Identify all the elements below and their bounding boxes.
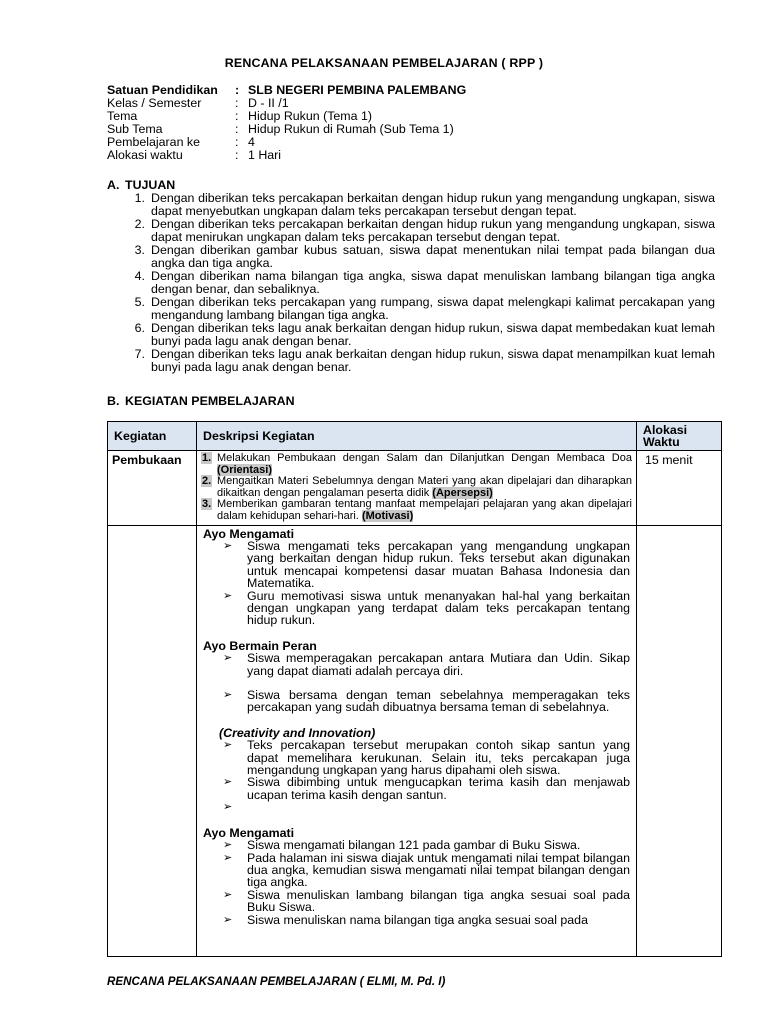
column-header: Alokasi Waktu xyxy=(637,422,722,451)
arrow-bullet-icon: ➢ xyxy=(223,887,233,901)
subsection-title: Ayo Mengamati xyxy=(203,526,295,541)
activity-list xyxy=(203,540,630,627)
list-item: ➢ Teks percakapan tersebut merupakan contoh sikap santun yang dapat memelihara kerukunan. Selain itu, teks percakapan juga mengandung ungkapan yang harus dipahami oleh siswa. xyxy=(223,738,630,778)
kegiatan-table xyxy=(107,421,722,957)
list-item xyxy=(223,801,630,813)
list-item: ➢ Guru memotivasi siswa untuk menanyakan hal-hal yang berkaitan dengan ungkapan yang terdapat dalam teks percakapan tentang hidup rukun. xyxy=(223,588,630,628)
list-item: ➢ Siswa bersama dengan teman sebelahnya memperagakan teks percakapan yang sudah dibuatnya bersama teman di sebelahnya. xyxy=(223,688,630,715)
list-item: 7. Dengan diberikan teks lagu anak berkaitan dengan hidup rukun, siswa dapat menampilkan kuat lemah bunyi pada lagu anak dengan benar. xyxy=(134,347,715,374)
kegiatan-cell xyxy=(108,525,197,956)
arrow-bullet-icon: ➢ xyxy=(223,838,233,852)
identity-value: 4 xyxy=(248,135,255,149)
identity-separator: : xyxy=(235,148,239,162)
arrow-bullet-icon: ➢ xyxy=(223,588,233,602)
list-item: 1. Dengan diberikan teks percakapan berkaitan dengan hidup rukun yang mengandung ungkapan, siswa dapat menyebutkan ungkapan dalam teks percakapan tersebut dengan tepat. xyxy=(134,191,715,218)
list-item: 1. Melakukan Pembukaan dengan Salam dan Dilanjutkan Dengan Membaca Doa (Orientasi) xyxy=(202,452,632,476)
tag-badge: (Motivasi) xyxy=(361,509,414,522)
identity-label: Pembelajaran ke xyxy=(107,135,200,149)
tujuan-list xyxy=(107,192,715,374)
activity-list xyxy=(203,739,630,813)
waktu-cell: 15 menit xyxy=(637,451,722,526)
arrow-bullet-icon: ➢ xyxy=(223,800,233,814)
list-item: 3. Memberikan gambaran tentang manfaat mempelajari pelajaran yang akan dipelajari dalam kehidupan sehari-hari. (Motivasi) xyxy=(202,498,632,522)
deskripsi-cell xyxy=(197,525,637,956)
identity-value: Hidup Rukun di Rumah (Sub Tema 1) xyxy=(248,122,454,136)
identity-separator: : xyxy=(235,96,239,110)
activity-list xyxy=(203,652,630,714)
identity-separator: : xyxy=(235,122,239,136)
subsection-title: (Creativity and Innovation) xyxy=(219,725,376,740)
list-item: 6. Dengan diberikan teks lagu anak berkaitan dengan hidup rukun, siswa dapat membedakan kuat lemah bunyi pada lagu anak dengan benar. xyxy=(134,321,715,348)
document-title: RENCANA PELAKSANAAN PEMBELAJARAN ( RPP ) xyxy=(224,56,544,70)
section-heading: A. TUJUAN xyxy=(107,178,176,192)
kegiatan-cell: Pembukaan xyxy=(108,451,197,526)
identity-label: Tema xyxy=(107,109,138,123)
list-item: ➢ Siswa dibimbing untuk mengucapkan terima kasih dan menjawab ucapan terima kasih dengan santun. xyxy=(223,775,630,802)
deskripsi-cell xyxy=(197,451,637,526)
table-row xyxy=(108,451,722,526)
section-kegiatan-heading: B. KEGIATAN PEMBELAJARAN xyxy=(107,394,295,408)
identity-separator: : xyxy=(235,109,239,123)
arrow-bullet-icon: ➢ xyxy=(223,538,233,552)
list-item: 3. Dengan diberikan gambar kubus satuan, siswa dapat menentukan nilai tempat pada bilangan dua angka dan tiga angka. xyxy=(134,243,715,270)
list-item: ➢ Siswa menuliskan lambang bilangan tiga angka sesuai soal pada Buku Siswa. xyxy=(223,887,630,915)
arrow-bullet-icon: ➢ xyxy=(223,738,233,752)
tag-badge: (Orientasi) xyxy=(217,463,273,476)
arrow-bullet-icon: ➢ xyxy=(223,775,233,789)
identity-block xyxy=(107,84,466,162)
identity-separator: : xyxy=(235,83,240,97)
list-item: 2. Mengaitkan Materi Sebelumnya dengan Materi yang akan dipelajari dan diharapkan dikaitkan dengan pengalaman peserta didik (Apersepsi) xyxy=(202,475,632,499)
list-item: ➢ Siswa mengamati teks percakapan yang mengandung ungkapan yang berkaitan dengan hidup rukun. Teks tersebut akan digunakan untuk mencapai kompetensi dasar muatan Bahasa Indonesia dan Matematika. xyxy=(223,538,630,591)
section-tujuan xyxy=(107,178,715,374)
list-item: 4. Dengan diberikan nama bilangan tiga angka, siswa dapat menuliskan lambang bilangan tiga angka dengan benar, dan sebaliknya. xyxy=(134,269,715,296)
subsection-title: Ayo Bermain Peran xyxy=(203,638,317,653)
identity-row xyxy=(107,149,466,162)
list-item: ➢ Pada halaman ini siswa diajak untuk mengamati nilai tempat bilangan dua angka, kemudian siswa mengamati nilai tempat bilangan dengan tiga angka. xyxy=(223,850,630,890)
page-footer: RENCANA PELAKSANAAN PEMBELAJARAN ( ELMI, M. Pd. I) xyxy=(107,975,446,988)
table-row xyxy=(108,525,722,956)
arrow-bullet-icon: ➢ xyxy=(223,912,233,926)
arrow-bullet-icon: ➢ xyxy=(223,850,233,864)
identity-value: D - II /1 xyxy=(248,96,289,110)
identity-value: SLB NEGERI PEMBINA PALEMBANG xyxy=(248,83,467,97)
identity-label: Kelas / Semester xyxy=(107,96,202,110)
table-header-row xyxy=(108,422,722,451)
identity-label: Alokasi waktu xyxy=(107,148,183,162)
arrow-bullet-icon: ➢ xyxy=(223,651,233,665)
arrow-bullet-icon: ➢ xyxy=(223,688,233,702)
tag-badge: (Apersepsi) xyxy=(432,486,493,499)
activity-list xyxy=(203,839,630,926)
identity-label: Sub Tema xyxy=(107,122,163,136)
list-item: ➢ Siswa mengamati bilangan 121 pada gambar di Buku Siswa. xyxy=(223,838,581,853)
list-item: 5. Dengan diberikan teks percakapan yang rumpang, siswa dapat melengkapi kalimat percakapan yang mengandung lambang bilangan tiga angka. xyxy=(134,295,715,322)
column-header: Deskripsi Kegiatan xyxy=(197,422,637,451)
waktu-cell xyxy=(637,525,722,956)
list-item: 2. Dengan diberikan teks percakapan berkaitan dengan hidup rukun yang mengandung ungkapan, siswa dapat menirukan ungkapan dalam teks percakapan tersebut dengan tepat. xyxy=(134,217,715,244)
identity-value: 1 Hari xyxy=(248,148,282,162)
identity-value: Hidup Rukun (Tema 1) xyxy=(248,109,372,123)
list-item: ➢ Siswa menuliskan nama bilangan tiga angka sesuai soal pada xyxy=(223,912,588,927)
pembukaan-list xyxy=(197,451,636,525)
subsection-title: Ayo Mengamati xyxy=(203,825,295,840)
identity-separator: : xyxy=(235,135,239,149)
column-header: Kegiatan xyxy=(108,422,197,451)
list-item: ➢ Siswa memperagakan percakapan antara Mutiara dan Udin. Sikap yang dapat diamati adalah percaya diri. xyxy=(223,651,630,678)
identity-label: Satuan Pendidikan xyxy=(107,83,218,97)
